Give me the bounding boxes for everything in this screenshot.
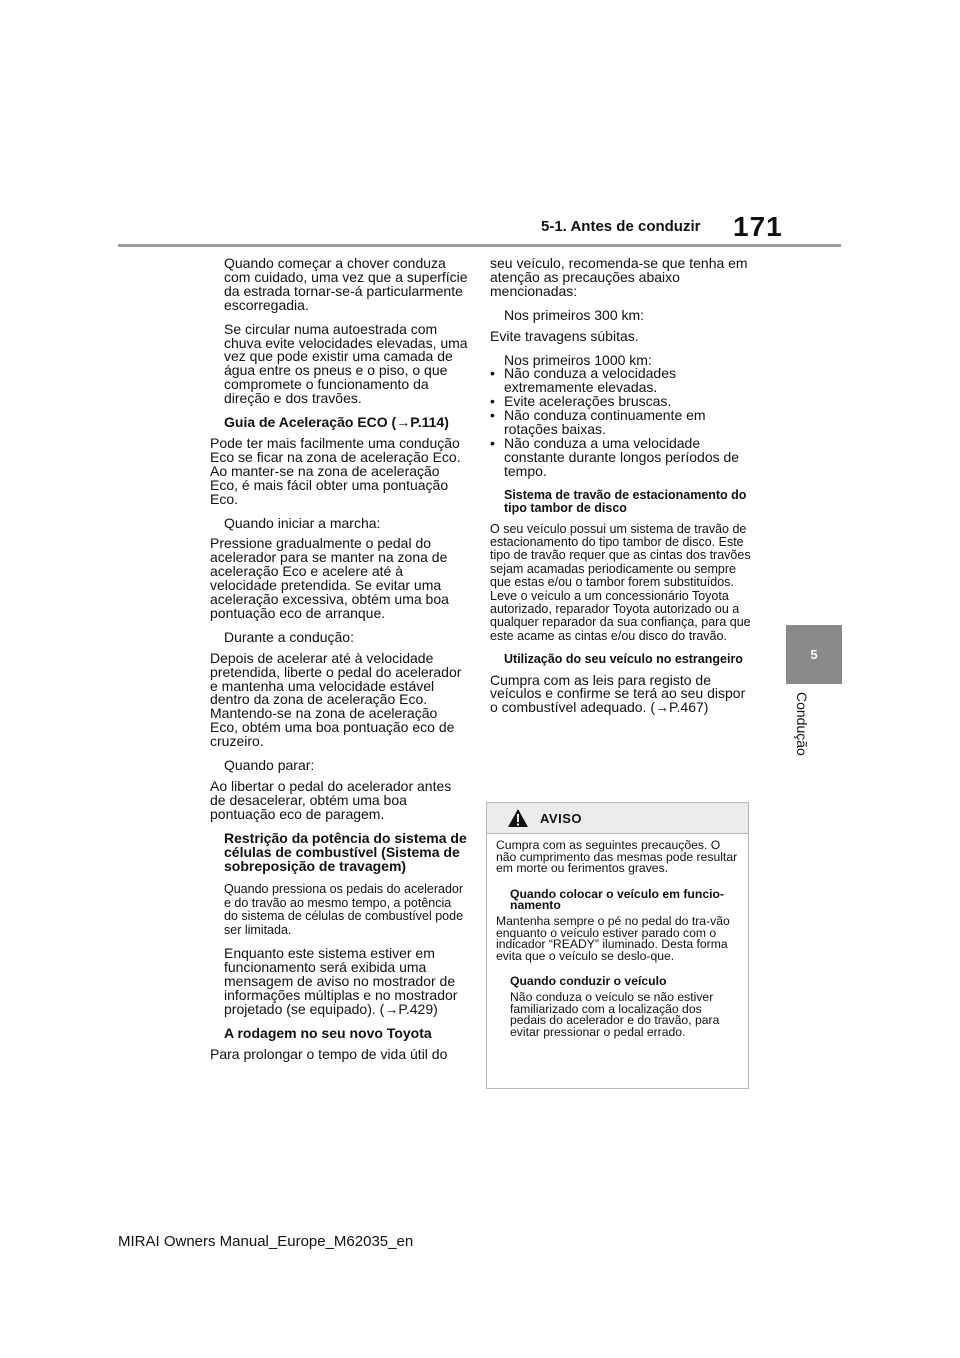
left-column-paragraph: Se circular numa autoestrada com chuva evite velocidades elevadas, uma vez que pode existir uma camada de água entre os pneus e o piso, o que compromete o funcionamento da direção e dos travões. [224,320,468,407]
right-column [490,257,752,715]
chapter-tab [786,625,842,684]
left-column-paragraph: Quando pressiona os pedais do acelerador e do travão ao mesmo tempo, a potência do sistema de células de combustível pode ser limitada. [224,882,464,937]
left-column-paragraph: Pode ter mais facilmente uma condução Eco se ficar na zona de aceleração Eco. Ao manter-se na zona de aceleração Eco, é mais fácil obter uma pontuação Eco. [210,434,461,507]
left-column-paragraph: A rodagem no seu novo Toyota [224,1024,432,1041]
warning-triangle-icon [507,808,529,828]
footer-text: MIRAI Owners Manual_Europe_M62035_en [118,1233,414,1250]
right-column-paragraph: Cumpra com as leis para registo de veículos e confirme se terá ao seu dispor o combustível adequado. (→P.467) [490,671,746,716]
warning-header [487,803,748,834]
left-column [210,257,468,1061]
right-column-paragraph: • Evite acelerações bruscas. [490,395,752,409]
chapter-number: 5 [810,647,818,662]
left-column-paragraph: Ao libertar o pedal do acelerador antes de desacelerar, obtém uma boa pontuação eco de paragem. [210,778,452,822]
section-title: 5-1. Antes de conduzir [541,218,701,235]
warning-box [486,802,749,1089]
right-column-paragraph: • Não conduza continuamente em rotações baixas. [490,409,752,437]
left-column-paragraph: Quando parar: [224,757,315,774]
warning-title: AVISO [540,811,582,826]
right-column-paragraph: Utilização do seu veículo no estrangeiro [504,652,743,667]
page-number: 171 [733,211,783,242]
chapter-label: Condução [794,692,810,756]
right-column-paragraph: Nos primeiros 1000 km: [504,351,652,368]
left-column-paragraph: Guia de Aceleração ECO (→P.114) [224,414,449,431]
right-column-paragraph: seu veículo, recomenda-se que tenha em atenção as precauções abaixo mencionadas: [490,255,748,299]
warning-section-text: Mantenha sempre o pé no pedal do tra-vão enquanto o veículo estiver parado com o indicador “READY” iluminado. Desta forma evita que o veículo se deslo-que. [496,913,730,963]
warning-section-text: Não conduza o veículo se não estiver familiarizado com a localização dos pedais do acelerador e do travão, para evitar pressionar o pedal errado. [510,989,720,1039]
right-column-paragraph: Nos primeiros 300 km: [504,306,645,323]
left-column-paragraph: Restrição da potência do sistema de células de combustível (Sistema de sobreposição de travagem) [224,829,467,874]
left-column-paragraph: Pressione gradualmente o pedal do acelerador para se manter na zona de aceleração Eco e acelere até à velocidade pretendida. Se evitar uma aceleração excessiva, obtém uma boa pontuação eco de arranque. [210,535,449,621]
right-column-paragraph: Sistema de travão de estacionamento do tipo tambor de disco [504,487,747,516]
chapter-label-container [788,692,814,766]
warning-section-heading: Quando colocar o veículo em funcio-namento [510,886,724,913]
warning-section-heading: Quando conduzir o veículo [510,974,667,989]
left-column-paragraph: Depois de acelerar até à velocidade pretendida, liberte o pedal do acelerador e mantenha uma velocidade estável dentro da zona de aceleração Eco. Mantendo-se na zona de aceleração Eco, obtém uma boa pontuação eco de cruzeiro. [210,649,462,750]
header-divider [118,244,841,247]
warning-intro: Cumpra com as seguintes precauções. O não cumprimento das mesmas pode resultar em morte ou ferimentos graves. [496,838,738,876]
right-column-paragraph: O seu veículo possui um sistema de travão de estacionamento do tipo tambor de disco. Este tipo de travão requer que as cintas dos travões sejam acamadas periodicamente ou sempre que estas e/ou o tambor forem substituídos. Leve o veículo a um concessionário Toyota autorizado, reparador Toyota autorizado ou a qualquer reparador da sua confiança, para que este acame as cintas e/ou disco do travão. [490,521,751,643]
warning-body [487,834,748,1038]
left-column-paragraph: Enquanto este sistema estiver em funcionamento será exibida uma mensagem de aviso no mostrador de informações múltiplas e no mostrador projetado (se equipado). (→P.429) [224,945,458,1017]
left-column-paragraph: Quando iniciar a marcha: [224,514,381,531]
left-column-paragraph: Durante a condução: [224,628,354,645]
right-column-paragraph: • Não conduza a velocidades extremamente elevadas. [490,367,752,395]
left-column-paragraph: Para prolongar o tempo de vida útil do [210,1045,448,1062]
left-column-paragraph: Quando começar a chover conduza com cuidado, uma vez que a superfície da estrada tornar-se-á particularmente escorregadia. [224,255,468,313]
right-column-paragraph: • Não conduza a uma velocidade constante durante longos períodos de tempo. [490,437,752,479]
right-column-paragraph: Evite travagens súbitas. [490,327,639,344]
